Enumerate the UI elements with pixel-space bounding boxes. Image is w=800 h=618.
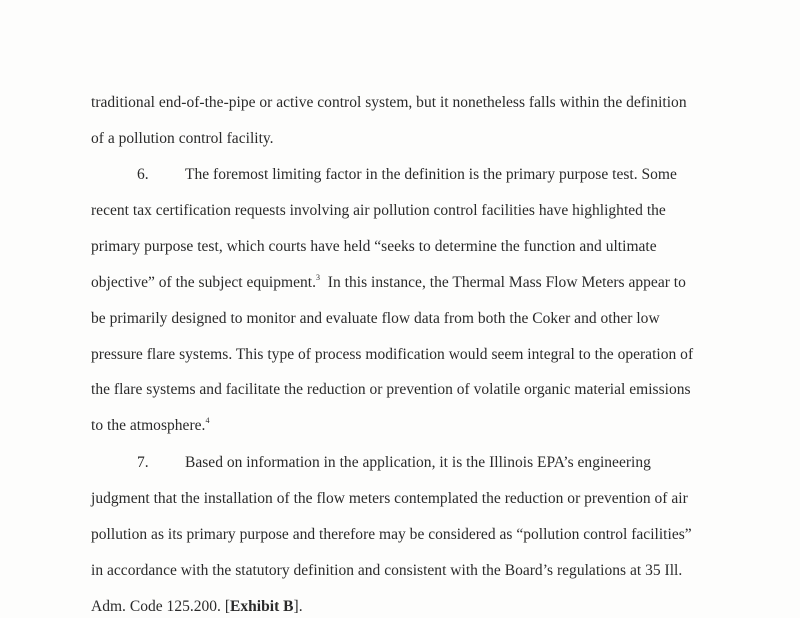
paragraph-number: 6.: [137, 166, 149, 183]
text-line: recent tax certification requests involving air pollution control facilities have highlighted the: [91, 202, 666, 219]
text-line: The foremost limiting factor in the definition is the primary purpose test. Some: [185, 166, 677, 183]
text-line: pressure flare systems. This type of process modification would seem integral to the operation of: [91, 346, 694, 363]
text-segment: to the atmosphere.: [91, 417, 206, 434]
footnote-marker: 4: [205, 416, 210, 425]
text-line: judgment that the installation of the flow meters contemplated the reduction or prevention of air: [91, 490, 688, 507]
paragraph-number: 7.: [137, 454, 149, 471]
text-line: [91, 416, 209, 436]
footnote-marker: 3: [315, 273, 320, 282]
exhibit-reference: Exhibit B: [230, 598, 294, 615]
text-segment: ].: [293, 598, 303, 615]
text-line: of a pollution control facility.: [91, 130, 274, 147]
text-line: be primarily designed to monitor and evaluate flow data from both the Coker and other low: [91, 310, 660, 327]
text-segment: Adm. Code 125.200. [: [91, 598, 231, 615]
text-line: [91, 273, 686, 293]
text-segment: In this instance, the Thermal Mass Flow Meters appear to: [327, 274, 686, 291]
text-line: in accordance with the statutory definition and consistent with the Board’s regulations at 35 Ill.: [91, 562, 683, 579]
text-line: primary purpose test, which courts have held “seeks to determine the function and ultimate: [91, 238, 657, 255]
text-line: [91, 597, 303, 617]
text-line: pollution as its primary purpose and therefore may be considered as “pollution control facilities”: [91, 526, 692, 543]
text-line: traditional end-of-the-pipe or active control system, but it nonetheless falls within the definition: [91, 94, 687, 111]
text-line: Based on information in the application, it is the Illinois EPA’s engineering: [185, 454, 651, 471]
text-segment: objective” of the subject equipment.: [91, 274, 316, 291]
text-line: the flare systems and facilitate the reduction or prevention of volatile organic material emissions: [91, 381, 691, 398]
